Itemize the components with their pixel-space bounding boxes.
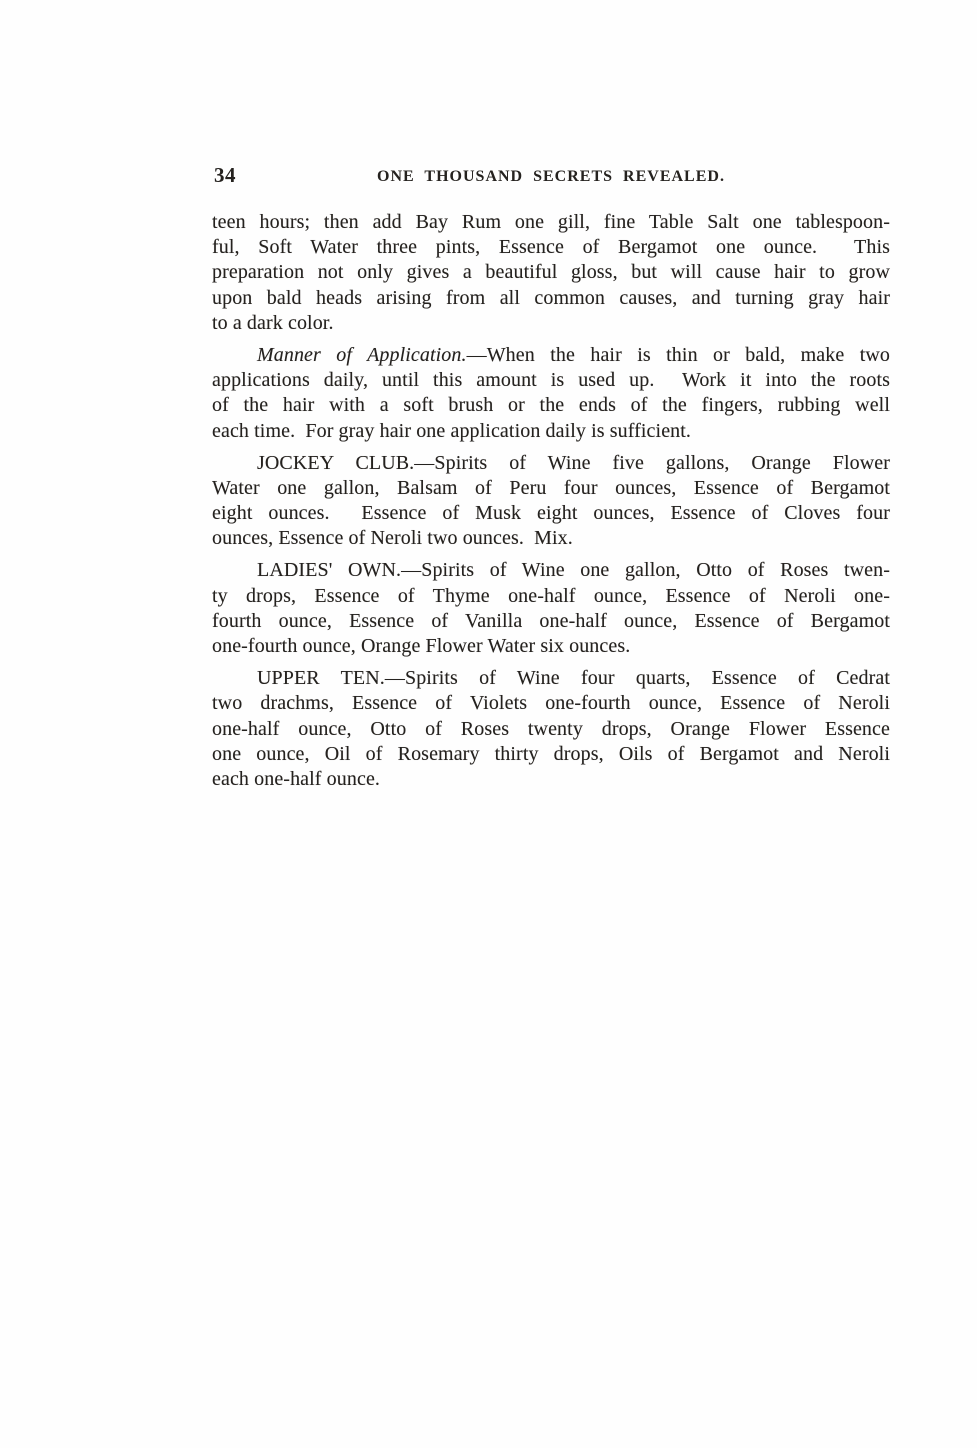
text-line: applications daily, until this amount is used up. Work it into the roots: [212, 369, 890, 392]
text-line: ful, Soft Water three pints, Essence of Bergamot one ounce. This: [212, 236, 890, 259]
text-line: JOCKEY CLUB.—Spirits of Wine five gallons, Orange Flower: [257, 451, 890, 474]
text-line: teen hours; then add Bay Rum one gill, fine Table Salt one tablespoon-: [212, 211, 890, 233]
text-line: to a dark color.: [212, 311, 334, 334]
paragraph-manner-of-application: [212, 343, 890, 444]
text-line-rest: —When the hair is thin or bald, make two: [466, 343, 890, 366]
italic-lead: Manner of Application.: [257, 343, 467, 366]
text-line: of the hair with a soft brush or the ends of the fingers, rubbing well: [212, 394, 890, 417]
text-line: fourth ounce, Essence of Vanilla one-half ounce, Essence of Bergamot: [212, 609, 890, 632]
paragraph-upper-ten: [212, 666, 890, 792]
text-line: two drachms, Essence of Violets one-fourth ounce, Essence of Neroli: [212, 692, 890, 715]
text-line: ounces, Essence of Neroli two ounces. Mix.: [212, 527, 573, 550]
paragraph-ladies-own: [212, 558, 890, 659]
text-line: eight ounces. Essence of Musk eight ounces, Essence of Cloves four: [212, 502, 890, 525]
text-block: [212, 210, 890, 792]
text-line: each one-half ounce.: [212, 767, 381, 790]
paragraph-jockey-club: [212, 451, 890, 552]
text-line: LADIES' OWN.—Spirits of Wine one gallon, Otto of Roses twen-: [257, 559, 890, 582]
text-line: each time. For gray hair one application daily is sufficient.: [212, 419, 692, 442]
running-header: ONE THOUSAND SECRETS REVEALED.: [377, 168, 725, 185]
text-line: Water one gallon, Balsam of Peru four ounces, Essence of Bergamot: [212, 476, 890, 499]
text-line: UPPER TEN.—Spirits of Wine four quarts, Essence of Cedrat: [257, 667, 890, 690]
paragraph-continuation: [212, 210, 890, 336]
page-number: 34: [214, 163, 236, 187]
text-line: one ounce, Oil of Rosemary thirty drops, Oils of Bergamot and Neroli: [212, 742, 890, 765]
page-header: [212, 164, 890, 186]
text-line: one-half ounce, Otto of Roses twenty drops, Orange Flower Essence: [212, 717, 890, 740]
text-line: ty drops, Essence of Thyme one-half ounce, Essence of Neroli one-: [212, 584, 890, 607]
text-line: preparation not only gives a beautiful gloss, but will cause hair to grow: [212, 261, 890, 284]
text-line: upon bald heads arising from all common causes, and turning gray hair: [212, 286, 890, 309]
text-line: [212, 343, 890, 368]
text-line: one-fourth ounce, Orange Flower Water six ounces.: [212, 635, 631, 657]
